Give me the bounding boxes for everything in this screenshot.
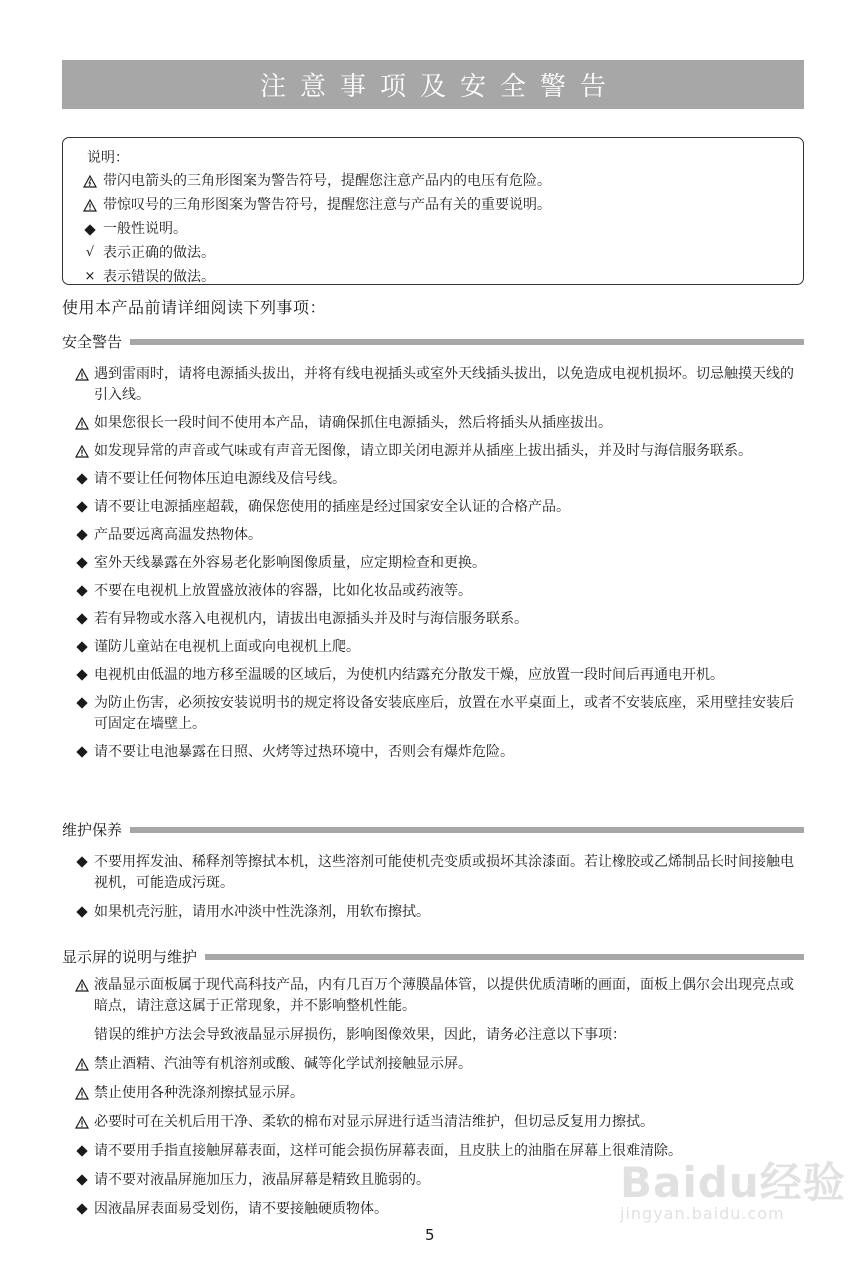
list-item-text: 产品要远离高温发热物体。 [94,527,262,543]
safety-list [70,364,804,770]
legend-row [77,265,803,289]
diamond-bullet-icon [70,1141,94,1155]
section-title: 维护保养 [62,821,123,839]
diamond-bullet-icon [70,1170,94,1184]
list-item [70,1025,804,1046]
section-rule [205,954,804,960]
list-item [70,902,804,923]
legend-row [77,193,803,217]
diamond-bullet-icon [70,693,94,707]
diamond-bullet-icon [70,1199,94,1213]
list-item [70,497,804,518]
diamond-bullet-icon [77,224,103,234]
list-item-text: 错误的维护方法会导致液晶显示屏损伤，影响图像效果，因此，请务必注意以下事项： [94,1027,626,1043]
section-heading-display [62,946,804,967]
list-item [70,742,804,763]
diamond-bullet-icon [70,553,94,567]
warning-triangle-icon [70,1083,94,1100]
list-item [70,665,804,686]
list-item-text: 为防止伤害，必须按安装说明书的规定将设备安装底座后，放置在水平桌面上，或者不安装底座，采用壁挂安装后可固定在墙壁上。 [94,695,794,732]
list-item-text: 室外天线暴露在外容易老化影响图像质量，应定期检查和更换。 [94,555,486,571]
list-item [70,1112,804,1133]
legend-text: 带惊叹号的三角形图案为警告符号，提醒您注意与产品有关的重要说明。 [103,197,551,213]
warning-triangle-icon [70,1054,94,1071]
list-item [70,609,804,630]
page-title: 注意事项及安全警告 [62,60,804,109]
list-item [70,525,804,546]
legend-title: 说明： [87,150,129,166]
list-item [70,364,804,406]
warning-triangle-icon [70,441,94,458]
warning-triangle-icon [70,413,94,430]
legend-text: 一般性说明。 [103,221,187,237]
list-item-text: 禁止使用各种洗涤剂擦拭显示屏。 [94,1085,304,1101]
legend-text: 表示正确的做法。 [103,245,215,261]
list-item-text: 如果您很长一段时间不使用本产品，请确保抓住电源插头，然后将插头从插座拔出。 [94,415,612,431]
diamond-bullet-icon [70,665,94,679]
section-heading-safety [62,331,804,352]
legend-row [77,217,803,241]
diamond-bullet-icon [70,742,94,756]
diamond-bullet-icon [70,609,94,623]
section-rule [130,339,804,345]
diamond-bullet-icon [70,469,94,483]
list-item [70,441,804,462]
section-title: 显示屏的说明与维护 [62,948,198,966]
diamond-bullet-icon [70,902,94,916]
legend-text: 表示错误的做法。 [103,269,215,285]
warning-triangle-icon [77,199,103,212]
section-heading-maintenance [62,819,804,840]
cross-mark-icon: × [84,269,96,284]
legend-text: 带闪电箭头的三角形图案为警告符号，提醒您注意产品内的电压有危险。 [103,173,551,189]
list-item [70,693,804,735]
list-item [70,413,804,434]
legend-row [77,169,803,193]
list-item-text: 请不要让电源插座超载，确保您使用的插座是经过国家安全认证的合格产品。 [94,499,570,515]
list-item-text: 如果机壳污脏，请用水冲淡中性洗涤剂，用软布擦拭。 [94,904,430,920]
list-item-text: 禁止酒精、汽油等有机溶剂或酸、碱等化学试剂接触显示屏。 [94,1056,472,1072]
watermark-sub: jingyan.baidu.com [620,1204,785,1223]
list-item-text: 遇到雷雨时，请将电源插头拔出，并将有线电视插头或室外天线插头拔出，以免造成电视机损坏。切忌触摸天线的引入线。 [94,366,794,403]
diamond-bullet-icon [70,852,94,866]
list-item-text: 请不要用手指直接触屏幕表面，这样可能会损伤屏幕表面，且皮肤上的油脂在屏幕上很难清除。 [94,1143,682,1159]
list-item [70,1054,804,1075]
list-item [70,637,804,658]
warning-triangle-icon [70,1112,94,1129]
list-item [70,469,804,490]
list-item-text: 请不要对液晶屏施加压力，液晶屏幕是精致且脆弱的。 [94,1172,430,1188]
page-number: 5 [425,1226,435,1244]
intro-text: 使用本产品前请详细阅读下列事项： [62,298,327,317]
list-item-text: 必要时可在关机后用干净、柔软的棉布对显示屏进行适当清洁维护，但切忌反复用力擦拭。 [94,1114,654,1130]
section-rule [130,827,804,833]
warning-triangle-icon [77,175,103,188]
warning-triangle-icon [70,975,94,992]
list-item [70,553,804,574]
check-mark-icon: √ [85,245,95,260]
legend-box [62,137,804,285]
list-item-text: 请不要让电池暴露在日照、火烤等过热环境中，否则会有爆炸危险。 [94,744,514,760]
list-item [70,975,804,1017]
list-item [70,852,804,894]
diamond-bullet-icon [70,497,94,511]
warning-triangle-icon [70,364,94,381]
list-item [70,581,804,602]
list-item-text: 若有异物或水落入电视机内，请拔出电源插头并及时与海信服务联系。 [94,611,528,627]
baidu-watermark [620,1150,850,1230]
list-item-text: 不要用挥发油、稀释剂等擦拭本机，这些溶剂可能使机壳变质或损坏其涂漆面。若让橡胶或乙烯制品长时间接触电视机，可能造成污斑。 [94,854,794,891]
list-item-text: 液晶显示面板属于现代高科技产品，内有几百万个薄膜晶体管，以提供优质清晰的画面，面板上偶尔会出现亮点或暗点，请注意这属于正常现象，并不影响整机性能。 [94,977,794,1014]
list-item-text: 不要在电视机上放置盛放液体的容器，比如化妆品或药液等。 [94,583,472,599]
diamond-bullet-icon [70,581,94,595]
watermark-main: Baidu经验 [620,1158,846,1207]
diamond-bullet-icon [70,525,94,539]
list-item-text: 电视机由低温的地方移至温暖的区域后，为使机内结露充分散发干燥，应放置一段时间后再通电开机。 [94,667,724,683]
list-item-text: 因液晶屏表面易受划伤，请不要接触硬质物体。 [94,1201,388,1217]
legend-row [77,241,803,265]
diamond-bullet-icon [70,637,94,651]
list-item-text: 请不要让任何物体压迫电源线及信号线。 [94,471,346,487]
section-title: 安全警告 [62,333,123,351]
maintenance-list [70,852,804,931]
list-item [70,1083,804,1104]
list-item-text: 谨防儿童站在电视机上面或向电视机上爬。 [94,639,360,655]
list-item-text: 如发现异常的声音或气味或有声音无图像，请立即关闭电源并从插座上拔出插头，并及时与海信服务联系。 [94,443,752,459]
